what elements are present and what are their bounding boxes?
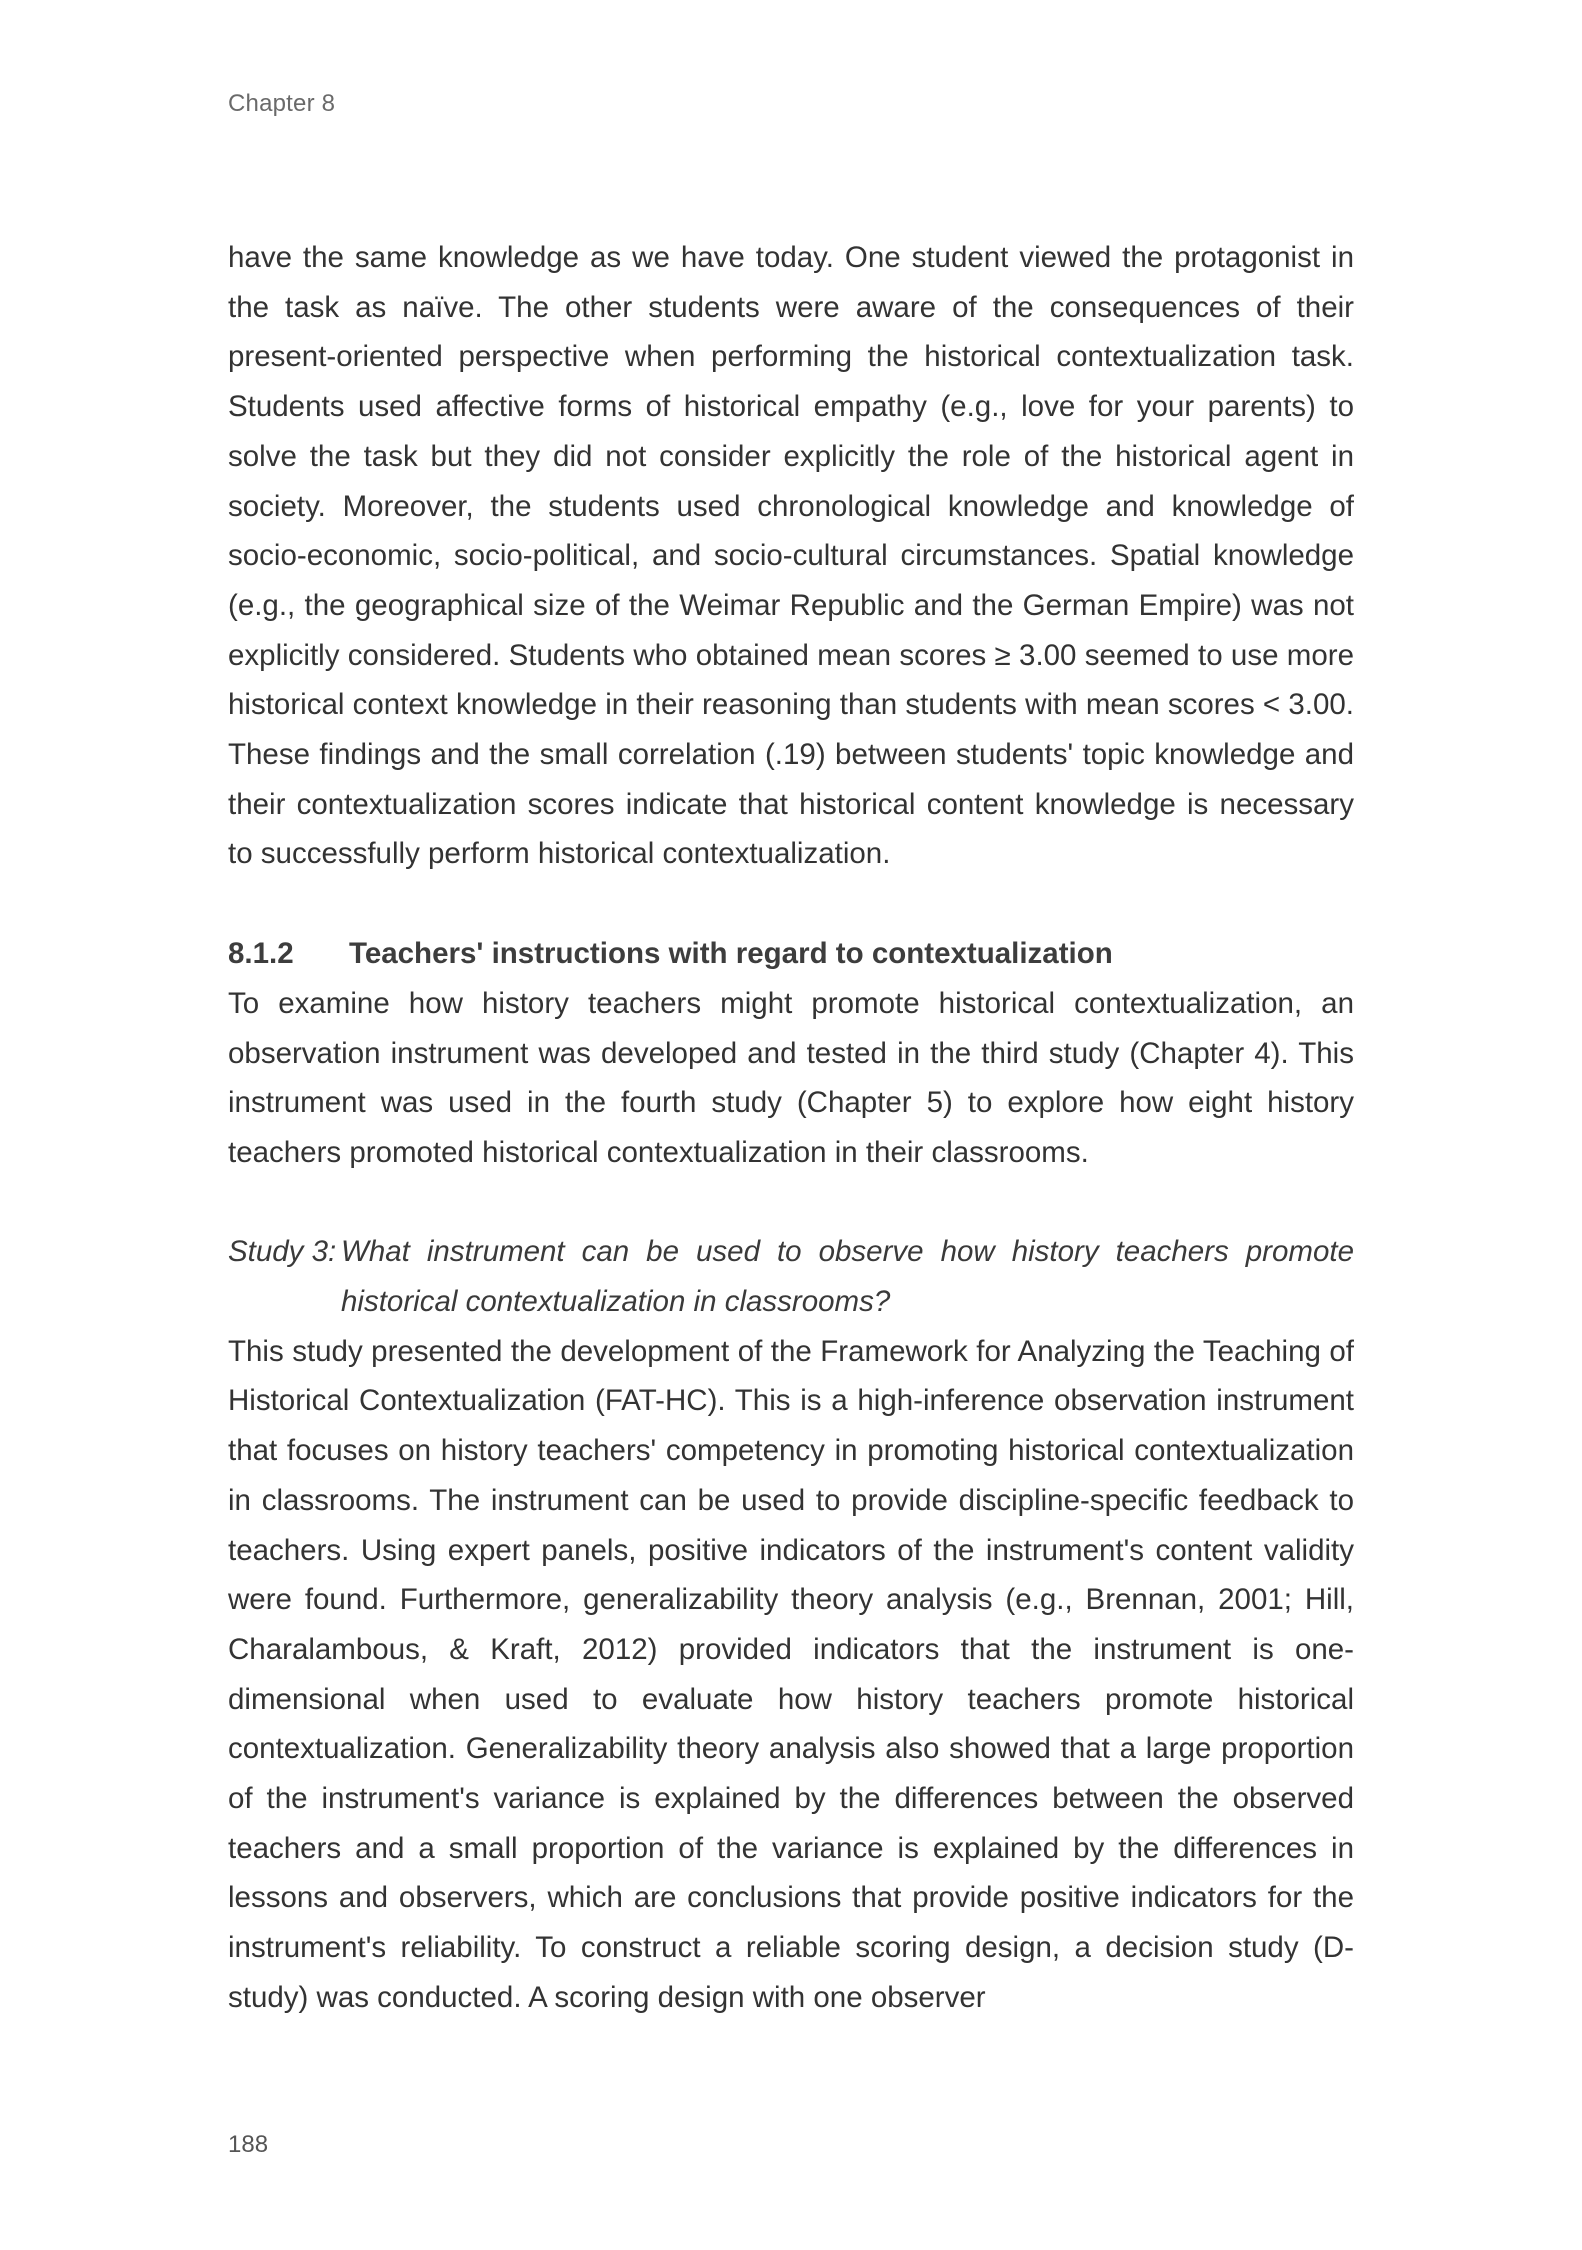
research-question-text: What instrument can be used to observe how history teachers promote historical contextualization in classrooms? [341, 1235, 1354, 1319]
paragraph: This study presented the development of the Framework for Analyzing the Teaching of Historical Contextualization (FAT-HC). This is a high-inference observation instrument that focuses on history teachers' competency in promoting historical contextualization in classrooms. The instrument can be used to provide discipline-specific feedback to teachers. Using expert panels, positive indicators of the instrument's content validity were found. Furthermore, generalizability theory analysis (e.g., Brennan, 2001; Hill, Charalambous, & Kraft, 2012) provided indicators that the instrument is one-dimensional when used to evaluate how history teachers promote historical contextualization. Generalizability theory analysis also showed that a large proportion of the instrument's variance is explained by the differences between the observed teachers and a small proportion of the variance is explained by the differences in lessons and observers, which are conclusions that provide positive indicators for the instrument's reliability. To construct a reliable scoring design, a decision study (D-study) was conducted. A scoring design with one observer [228, 1334, 1354, 2014]
paragraph: To examine how history teachers might promote historical contextualization, an observation instrument was developed and tested in the third study (Chapter 4). This instrument was used in the fourth study (Chapter 5) to explore how eight history teachers promoted historical contextualization in their classrooms. [228, 986, 1354, 1169]
page-body [228, 233, 1354, 2023]
paragraph: have the same knowledge as we have today. One student viewed the protagonist in the task as naïve. The other students were aware of the consequences of their present-oriented perspective when performing the historical contextualization task. Students used affective forms of historical empathy (e.g., love for your parents) to solve the task but they did not consider explicitly the role of the historical agent in society. Moreover, the students used chronological knowledge and knowledge of socio-economic, socio-political, and socio-cultural circumstances. Spatial knowledge (e.g., the geographical size of the Weimar Republic and the German Empire) was not explicitly considered. Students who obtained mean scores ≥ 3.00 seemed to use more historical context knowledge in their reasoning than students with mean scores < 3.00. These findings and the small correlation (.19) between students' topic knowledge and their contextualization scores indicate that historical content knowledge is necessary to successfully perform historical contextualization. [228, 241, 1354, 871]
research-question-label: Study 3: [228, 1235, 337, 1269]
research-question [228, 1227, 1354, 1326]
section-heading [228, 929, 1354, 979]
running-header: Chapter 8 [228, 90, 336, 117]
section-number: 8.1.2 [228, 937, 294, 971]
page-number: 188 [228, 2131, 269, 2158]
spacer [228, 1178, 1354, 1228]
section-title: Teachers' instructions with regard to contextualization [349, 937, 1113, 971]
